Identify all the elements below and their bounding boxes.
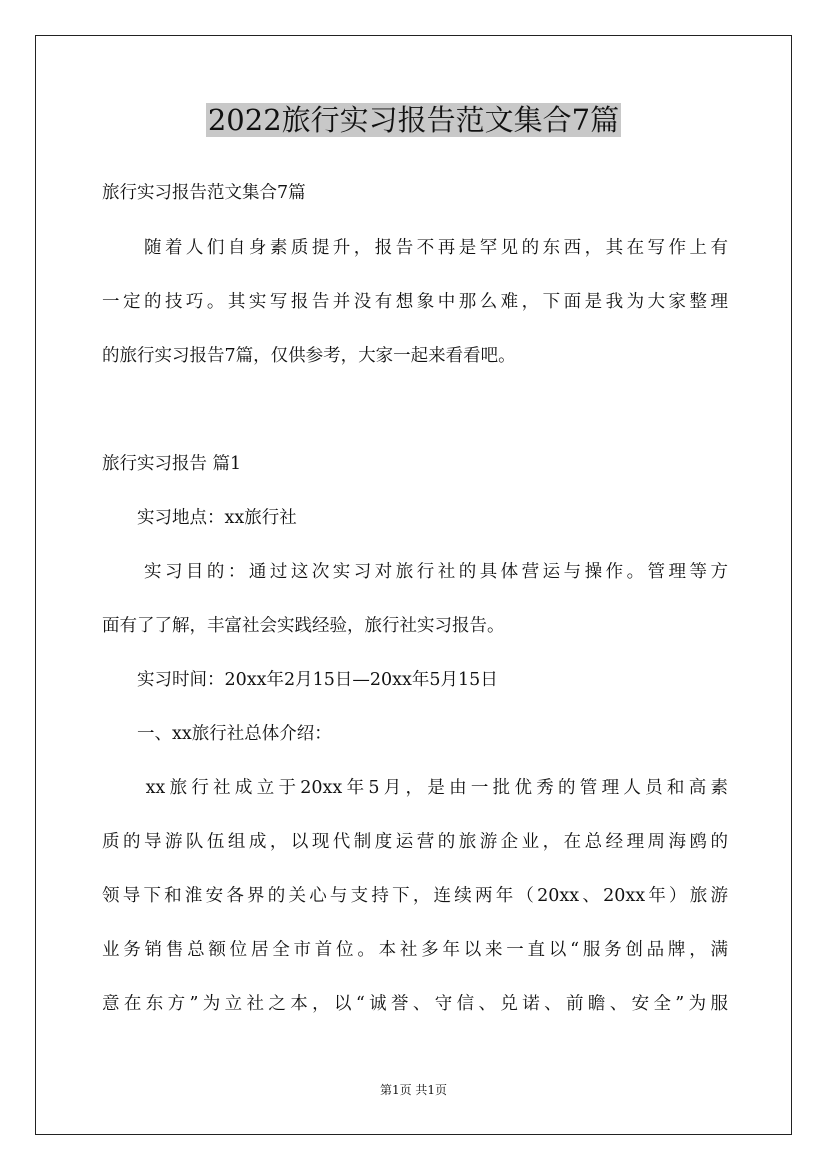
paragraph-line: xx旅行社成立于20xx年5月，是由一批优秀的管理人员和高素 xyxy=(102,778,728,798)
paragraph-line: 一、xx旅行社总体介绍： xyxy=(102,724,332,744)
paragraph-line: 面有了了解，丰富社会实践经验，旅行社实习报告。 xyxy=(102,616,505,636)
paragraph-line: 实习目的：通过这次实习对旅行社的具体营运与操作。管理等方 xyxy=(102,562,728,582)
document-title-text: 2022旅行实习报告范文集合7篇 xyxy=(207,103,620,137)
section-heading: 旅行实习报告 篇1 xyxy=(102,454,242,474)
paragraph-line: 随着人们自身素质提升，报告不再是罕见的东西，其在写作上有 xyxy=(102,238,728,258)
subtitle-line: 旅行实习报告范文集合7篇 xyxy=(102,183,306,203)
paragraph-line: 的旅行实习报告7篇，仅供参考，大家一起来看看吧。 xyxy=(102,346,516,366)
paragraph-line: 意在东方”为立社之本，以“诚誉、守信、兑诺、前瞻、安全”为服 xyxy=(102,994,728,1014)
paragraph-line: 质的导游队伍组成，以现代制度运营的旅游企业，在总经理周海鸥的 xyxy=(102,832,728,852)
document-title xyxy=(0,98,827,142)
paragraph-line: 一定的技巧。其实写报告并没有想象中那么难，下面是我为大家整理 xyxy=(102,292,728,312)
page-footer: 第1页 共1页 xyxy=(379,1083,448,1097)
paragraph-line: 实习地点：xx旅行社 xyxy=(102,508,297,528)
paragraph-line: 实习时间：20xx年2月15日—20xx年5月15日 xyxy=(102,670,498,690)
paragraph-line: 领导下和淮安各界的关心与支持下，连续两年（20xx、20xx年）旅游 xyxy=(102,886,728,906)
paragraph-line: 业务销售总额位居全市首位。本社多年以来一直以“服务创品牌，满 xyxy=(102,940,728,960)
